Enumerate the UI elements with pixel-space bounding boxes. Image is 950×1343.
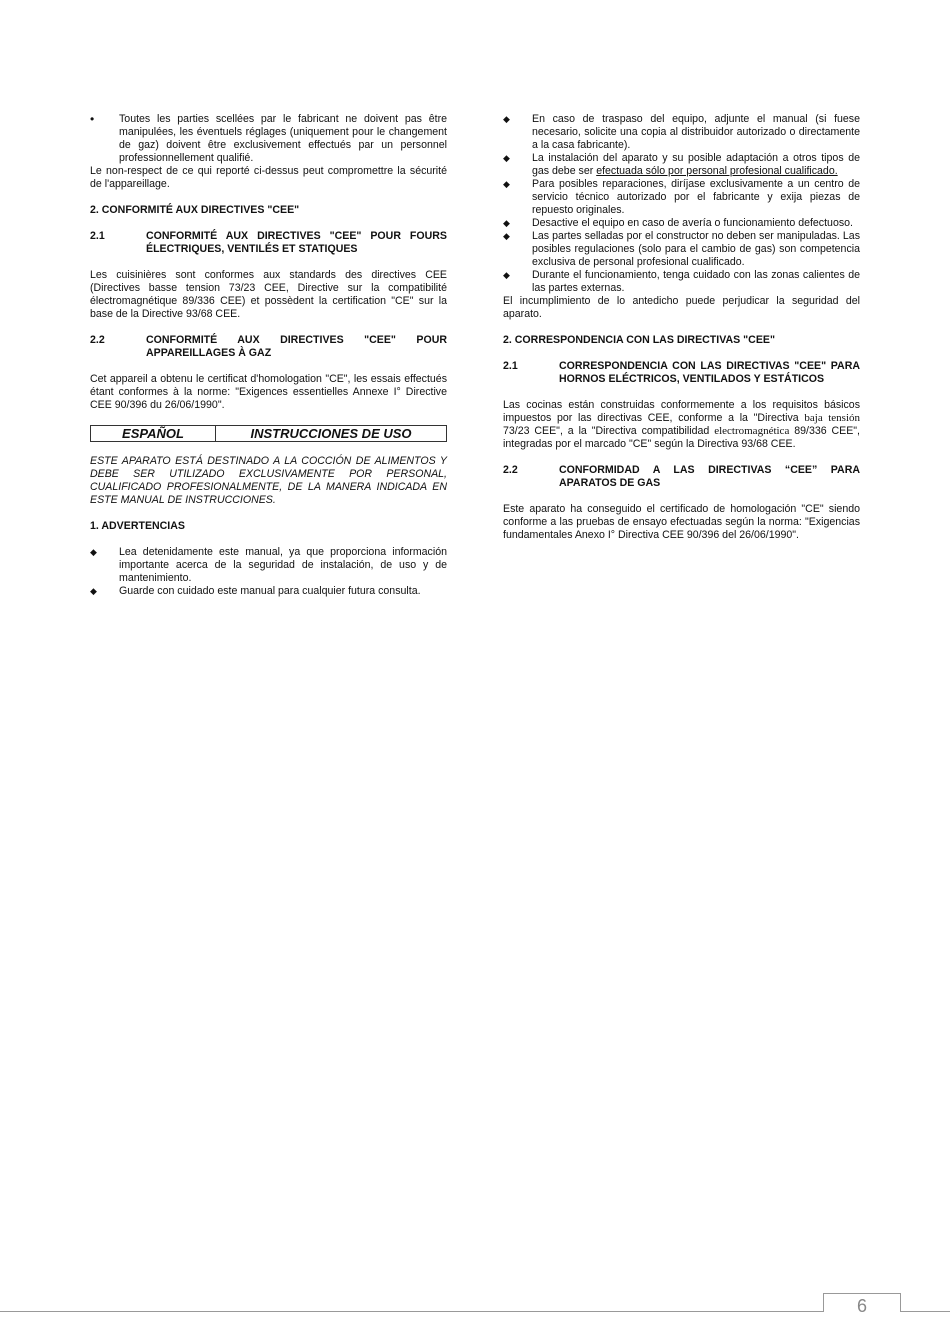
fr-section-2-2-heading [90,334,447,360]
bullet-dot-icon: • [90,112,95,126]
section-title: CONFORMITÉ AUX DIRECTIVES "CEE" POUR FOURS ÉLECTRIQUES, VENTILÉS ET STATIQUES [146,230,447,255]
text-run: electromagnética [714,425,790,437]
es-section-2-1-paragraph [503,399,860,451]
section-number: 2.1 [503,360,518,372]
es-bullet-text: Para posibles reparaciones, diríjase exclusivamente a un centro de servicio técnico autorizado por el fabricante y exija piezas de repuesto originales. [532,178,860,216]
diamond-bullet-icon: ◆ [90,586,97,596]
fr-bullet-list [90,113,447,165]
section-number: 2.1 [90,230,105,242]
fr-section-2-1-paragraph: Les cuisinières sont conformes aux standards des directives CEE (Directives basse tension 73/23 CEE, Directive sur la compatibilité électromagnétique 89/336 CEE) et possèdent la certification "CE" sur la base de la Directive 93/68 CEE. [90,269,447,320]
section-title: CORRESPONDENCIA CON LAS DIRECTIVAS "CEE" PARA HORNOS ELÉCTRICOS, VENTILADOS Y ESTÁTICOS [559,360,860,385]
list-item [503,113,860,152]
es-section-1-heading: 1. ADVERTENCIAS [90,520,185,532]
es-bullet-text: En caso de traspaso del equipo, adjunte el manual (si fuese necesario, solicite una copia al distribuidor autorizado o directamente a la casa fabricante). [532,113,860,151]
language-label: ESPAÑOL [91,426,216,441]
language-header-box [90,425,447,442]
es-bullet-text: Desactive el equipo en caso de avería o funcionamiento defectuoso. [532,217,853,229]
list-item [503,230,860,269]
es-bullet-text: Guarde con cuidado este manual para cualquier futura consulta. [119,585,421,597]
fr-section-2-2-paragraph: Cet appareil a obtenu le certificat d'homologation "CE", les essais effectués étant conformes à la norme: "Exigences essentielles Annexe I° Directive CEE 90/396 du 26/06/1990". [90,373,447,411]
section-title: CONFORMITÉ AUX DIRECTIVES "CEE" POUR APPAREILLAGES À GAZ [146,334,447,359]
section-number: 2.2 [90,334,105,346]
instructions-title: INSTRUCCIONES DE USO [250,426,412,441]
text-run: 73/23 CEE", a la "Directiva compatibilidad [503,425,715,437]
diamond-bullet-icon: ◆ [503,179,510,189]
es-warning-paragraph: El incumplimiento de lo antedicho puede perjudicar la seguridad del aparato. [503,295,860,320]
es-bullet-text: La instalación del aparato y su posible adaptación a otros tipos de gas debe ser [532,152,860,177]
fr-section-2-heading: 2. CONFORMITÉ AUX DIRECTIVES "CEE" [90,204,300,216]
page-number: 6 [823,1293,901,1312]
section-number: 2.2 [503,464,518,476]
es-bullet-text: Las partes selladas por el constructor no deben ser manipuladas. Las posibles regulaciones (solo para el cambio de gas) son competencia exclusiva de personal profesional cualificado. [532,230,860,268]
list-item [503,178,860,217]
diamond-bullet-icon: ◆ [503,153,510,163]
es-bullet-text: Lea detenidamente este manual, ya que proporciona información importante acerca de la seguridad de instalación, de uso y de mantenimiento. [119,546,447,584]
list-item [503,269,860,295]
list-item [90,546,447,585]
es-bullet-text: Durante el funcionamiento, tenga cuidado con las zonas calientes de las partes externas. [532,269,860,294]
es-section-2-heading: 2. CORRESPONDENCIA CON LAS DIRECTIVAS "CEE" [503,334,775,346]
es-warning-list [90,546,447,598]
list-item [90,585,447,598]
list-item [503,152,860,178]
text-run: Las cocinas están construidas conformemente a los requisitos básicos impuestos por las directivas CEE, conforme a la "Directiva [503,399,860,424]
right-column [503,113,860,555]
fr-warning-paragraph: Le non-respect de ce qui reporté ci-dessus peut compromettre la sécurité de l'appareillage. [90,165,447,190]
diamond-bullet-icon: ◆ [503,231,510,241]
es-intro-paragraph: ESTE APARATO ESTÁ DESTINADO A LA COCCIÓN DE ALIMENTOS Y DEBE SER UTILIZADO EXCLUSIVAMENTE POR PERSONAL, CUALIFICADO PROFESIONALMENTE, DE LA MANERA INDICADA EN ESTE MANUAL DE INSTRUCCIONES. [90,455,447,506]
es-warning-list-continued [503,113,860,295]
diamond-bullet-icon: ◆ [90,547,97,557]
diamond-bullet-icon: ◆ [503,114,510,124]
footer-rule [0,1311,950,1312]
fr-section-2-1-heading [90,230,447,256]
es-section-2-1-heading [503,360,860,386]
diamond-bullet-icon: ◆ [503,218,510,228]
fr-bullet-text: Toutes les parties scellées par le fabricant ne doivent pas être manipulées, les éventuels réglages (uniquement pour le changement de gaz) doivent être exclusivement effectués par un personnel professionnellement qualifié. [119,113,447,164]
diamond-bullet-icon: ◆ [503,270,510,280]
text-run: 89/336 CEE", integradas por el marcado "CE" según la Directiva 93/68 CEE. [503,425,861,450]
list-item [90,113,447,165]
left-column [90,113,447,598]
list-item [503,217,860,230]
es-bullet-underlined-text: efectuada sólo por personal profesional cualificado. [596,165,838,177]
section-title: CONFORMIDAD A LAS DIRECTIVAS “CEE” PARA APARATOS DE GAS [559,464,860,489]
text-run: baja tensión [804,412,860,424]
es-section-2-2-paragraph: Este aparato ha conseguido el certificado de homologación "CE" siendo conforme a las pruebas de ensayo efectuadas según la norma: "Exigencias fundamentales Anexo I° Directiva CEE 90/396 del 26/06/1990". [503,503,860,541]
es-section-2-2-heading [503,464,860,490]
